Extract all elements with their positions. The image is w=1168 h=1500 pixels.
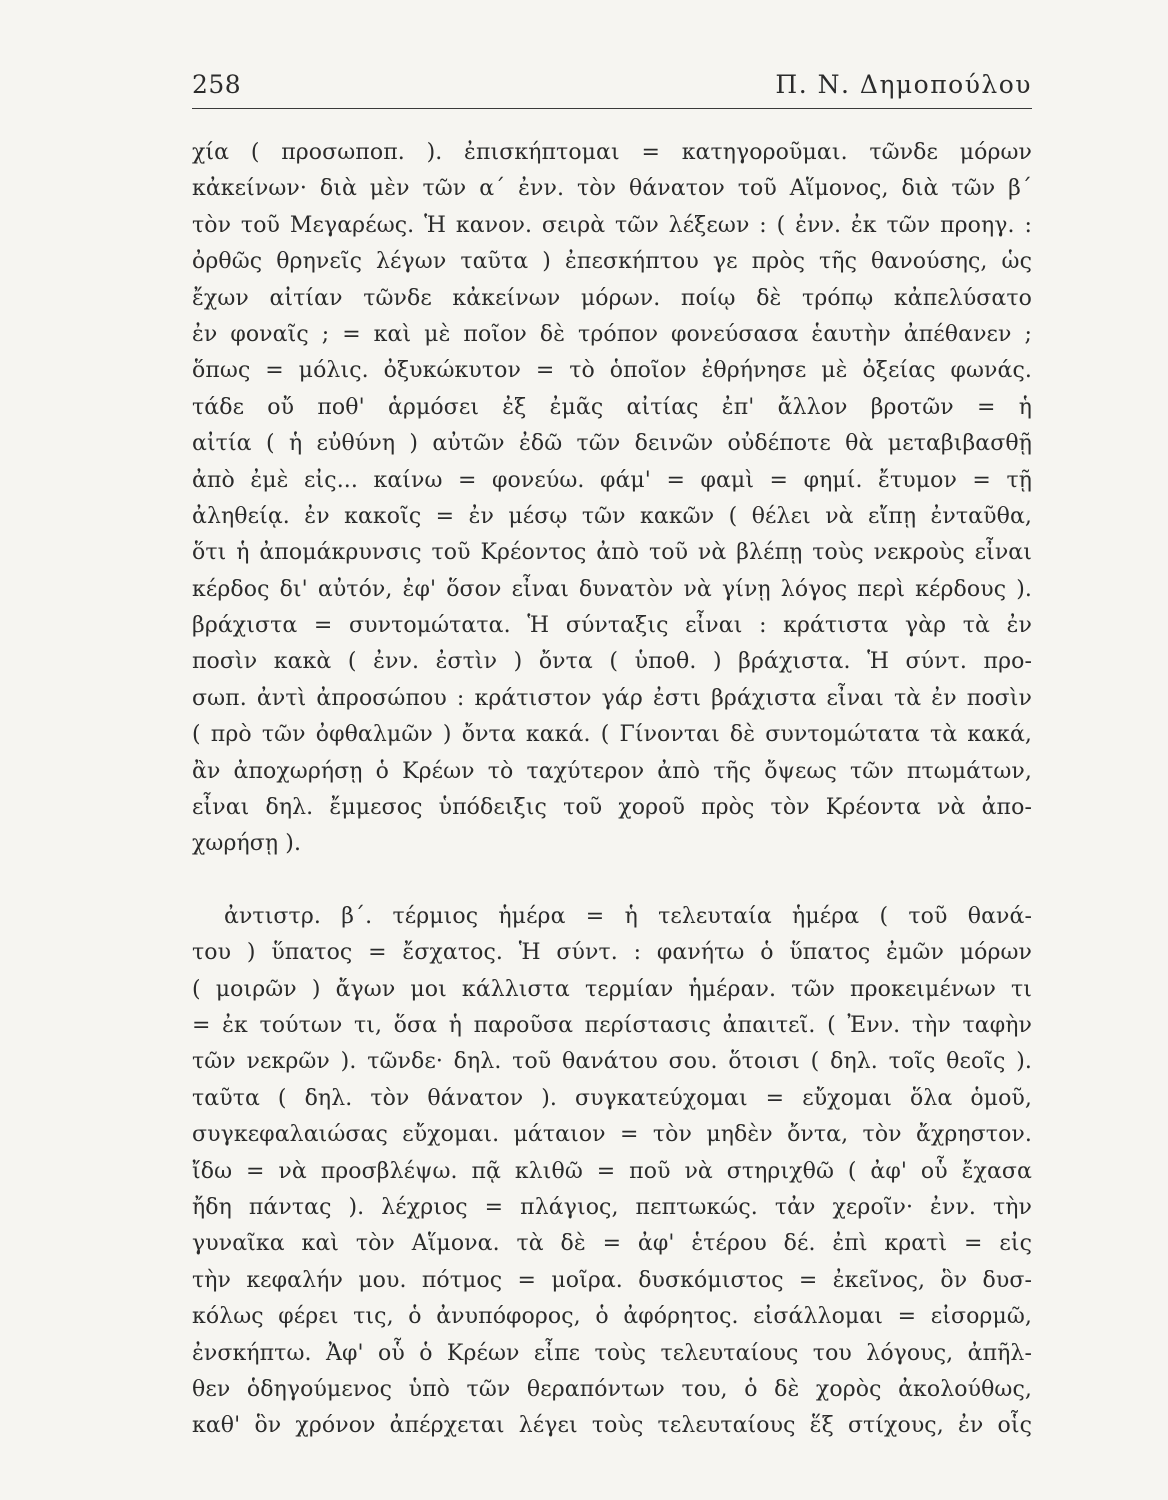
- text-line: χία ( προσωποπ. ). ἐπισκήπτομαι = κατηγοροῦμαι. τῶνδε μόρων: [192, 140, 1032, 165]
- text-line: εἶναι δηλ. ἔμμεσος ὑπόδειξις τοῦ χοροῦ πρὸς τὸν Κρέοντα νὰ ἀπο-: [192, 795, 1032, 821]
- text-line: γυναῖκα καὶ τὸν Αἵμονα. τὰ δὲ = ἀφ' ἑτέρου δέ. ἐπὶ κρατὶ = εἰς: [192, 1231, 1032, 1257]
- text-line: ( μοιρῶν ) ἄγων μοι κάλλιστα τερμίαν ἡμέραν. τῶν προκειμένων τι: [192, 976, 1032, 1002]
- text-line: = ἐκ τούτων τι, ὅσα ἡ παροῦσα περίστασις ἀπαιτεῖ. ( Ἐνν. τὴν ταφὴν: [192, 1012, 1032, 1038]
- text-line: χωρήσῃ ).: [192, 831, 302, 857]
- text-line: ὀρθῶς θρηνεῖς λέγων ταῦτα ) ἐπεσκήπτου γε πρὸς τῆς θανούσης, ὡς: [192, 249, 1032, 275]
- text-line: ἐνσκήπτω. Ἀφ' οὗ ὁ Κρέων εἶπε τοὺς τελευταίους του λόγους, ἀπῆλ-: [192, 1340, 1032, 1366]
- text-line: κἀκείνων· διὰ μὲν τῶν α΄ ἐνν. τὸν θάνατον τοῦ Αἵμονος, διὰ τῶν β΄: [192, 176, 1032, 202]
- text-line: ( πρὸ τῶν ὀφθαλμῶν ) ὄντα κακά. ( Γίνονται δὲ συντομώτατα τὰ κακά,: [192, 722, 1032, 748]
- text-line: θεν ὁδηγούμενος ὑπὸ τῶν θεραπόντων του, ὁ δὲ χορὸς ἀκολούθως,: [192, 1376, 1032, 1402]
- text-line: ποσὶν κακὰ ( ἐνν. ἐστὶν ) ὄντα ( ὑποθ. ) βράχιστα. Ἡ σύντ. προ-: [192, 649, 1032, 675]
- text-line: σωπ. ἀντὶ ἀπροσώπου : κράτιστον γάρ ἐστι βράχιστα εἶναι τὰ ἐν ποσὶν: [192, 685, 1032, 711]
- paragraph: [192, 135, 1032, 863]
- text-line: αἰτία ( ἡ εὐθύνη ) αὐτῶν ἐδῶ τῶν δεινῶν οὐδέποτε θὰ μεταβιβασθῇ: [192, 431, 1032, 457]
- text-line: ἐν φοναῖς ; = καὶ μὲ ποῖον δὲ τρόπον φονεύσασα ἑαυτὴν ἀπέθανεν ;: [192, 321, 1032, 347]
- paragraph: [192, 899, 1032, 1445]
- paragraph-gap: [192, 863, 1032, 899]
- text-line: τὸν τοῦ Μεγαρέως. Ἡ κανον. σειρὰ τῶν λέξεων : ( ἐνν. ἐκ τῶν προηγ. :: [192, 212, 1032, 238]
- text-line: ὅτι ἡ ἀπομάκρυνσις τοῦ Κρέοντος ἀπὸ τοῦ νὰ βλέπῃ τοὺς νεκροὺς εἶναι: [192, 540, 1032, 566]
- text-line: ἴδω = νὰ προσβλέψω. πᾷ κλιθῶ = ποῦ νὰ στηριχθῶ ( ἀφ' οὗ ἔχασα: [192, 1158, 1032, 1184]
- text-line: βράχιστα = συντομώτατα. Ἡ σύνταξις εἶναι : κράτιστα γὰρ τὰ ἐν: [192, 613, 1032, 639]
- page-header: [192, 70, 1032, 109]
- text-line: καθ' ὃν χρόνον ἀπέρχεται λέγει τοὺς τελευταίους ἕξ στίχους, ἐν οἷς: [192, 1413, 1032, 1439]
- text-line: τὴν κεφαλήν μου. πότμος = μοῖρα. δυσκόμιστος = ἐκεῖνος, ὃν δυσ-: [192, 1267, 1032, 1293]
- text-line: ἀπὸ ἐμὲ εἰς... καίνω = φονεύω. φάμ' = φαμὶ = φημί. ἔτυμον = τῇ: [192, 467, 1032, 493]
- text-line: τῶν νεκρῶν ). τῶνδε· δηλ. τοῦ θανάτου σου. ὅτοισι ( δηλ. τοῖς θεοῖς ).: [192, 1049, 1032, 1075]
- text-line: ταῦτα ( δηλ. τὸν θάνατον ). συγκατεύχομαι = εὔχομαι ὅλα ὁμοῦ,: [192, 1085, 1032, 1111]
- text-line: κόλως φέρει τις, ὁ ἀνυπόφορος, ὁ ἀφόρητος. εἰσάλλομαι = εἰσορμῶ,: [192, 1304, 1032, 1330]
- text-line: ἀντιστρ. β΄. τέρμιος ἡμέρα = ἡ τελευταία ἡμέρα ( τοῦ θανά-: [224, 903, 1032, 929]
- text-line: συγκεφαλαιώσας εὔχομαι. μάταιον = τὸν μηδὲν ὄντα, τὸν ἄχρηστον.: [192, 1122, 1032, 1148]
- text-line: ἤδη πάντας ). λέχριος = πλάγιος, πεπτωκώς. τἀν χεροῖν· ἐνν. τὴν: [192, 1194, 1032, 1220]
- text-line: ἀληθείᾳ. ἐν κακοῖς = ἐν μέσῳ τῶν κακῶν ( θέλει νὰ εἴπῃ ἐνταῦθα,: [192, 503, 1032, 529]
- text-line: τάδε οὔ ποθ' ἁρμόσει ἐξ ἐμᾶς αἰτίας ἐπ' ἄλλον βροτῶν = ἡ: [192, 394, 1032, 420]
- page-number: 258: [192, 70, 242, 99]
- text-line: κέρδος δι' αὐτόν, ἐφ' ὅσον εἶναι δυνατὸν νὰ γίνῃ λόγος περὶ κέρδους ).: [192, 576, 1032, 602]
- text-line: ἔχων αἰτίαν τῶνδε κἀκείνων μόρων. ποίῳ δὲ τρόπῳ κἀπελύσατο: [192, 285, 1032, 311]
- text-line: ὅπως = μόλις. ὀξυκώκυτον = τὸ ὁποῖον ἐθρήνησε μὲ ὀξείας φωνάς.: [192, 358, 1032, 384]
- text-line: του ) ὕπατος = ἔσχατος. Ἡ σύντ. : φανήτω ὁ ὕπατος ἐμῶν μόρων: [192, 940, 1032, 966]
- text-line: ἂν ἀποχωρήσῃ ὁ Κρέων τὸ ταχύτερον ἀπὸ τῆς ὄψεως τῶν πτωμάτων,: [192, 758, 1032, 784]
- body-text: [192, 135, 1032, 1445]
- running-head: Π. Ν. Δημοπούλου: [775, 70, 1032, 99]
